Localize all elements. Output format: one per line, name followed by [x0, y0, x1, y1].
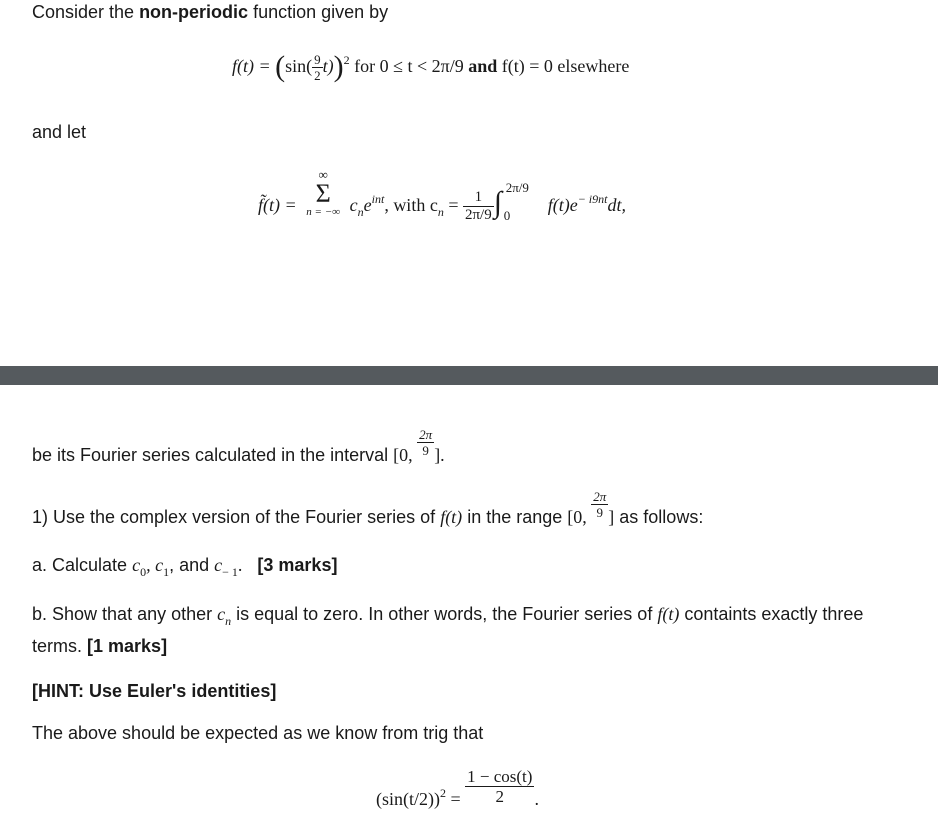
fourier-close: ].	[434, 445, 445, 466]
eq2-int-sign: ∫	[493, 185, 502, 219]
eq2-sum-upper: ∞	[318, 167, 328, 182]
q1-close: ]	[608, 507, 615, 528]
eq2-eq: =	[443, 194, 463, 215]
qb-prefix: b. Show that any other	[32, 604, 218, 624]
eq3-eq: =	[445, 788, 466, 809]
eq1-frac-den: 2	[314, 68, 321, 84]
eq2-int-lower: 0	[503, 207, 511, 223]
eq1-else: f(t) = 0 elsewhere	[497, 56, 630, 76]
eq3-num: 1 − cos(t)	[467, 767, 533, 786]
fourier-frac-num: 2π	[419, 427, 433, 442]
intro-line	[32, 2, 388, 23]
eq3-lhs: (sin(t/2))	[376, 788, 440, 809]
eq1-domain: for 0 ≤ t < 2π/9	[349, 56, 469, 76]
equation-fourier-series	[258, 168, 626, 238]
qa-prefix: a. Calculate	[32, 555, 133, 575]
question-b-line2	[32, 636, 167, 657]
eq2-lhs: f̃(t) =	[258, 194, 302, 215]
eq3-power: 2	[439, 785, 446, 800]
qa-c0-sub: 0	[140, 565, 147, 579]
qa-dot: .	[237, 555, 243, 575]
equation-definition	[232, 46, 629, 82]
qb-cn: c	[217, 604, 226, 624]
qb-mid: is equal to zero. In other words, the Fourier series of	[231, 604, 658, 624]
qa-c1: , c	[146, 555, 164, 575]
expected-text: The above should be expected as we know from trig that	[32, 723, 484, 743]
eq1-frac-num: 9	[314, 52, 321, 68]
eq2-fraction	[463, 190, 494, 223]
eq2-cn-sub: n	[357, 204, 364, 219]
eq2-sigma: Σ	[315, 179, 331, 208]
equation-trig-identity	[376, 768, 539, 816]
eq2-cn: c	[349, 194, 358, 215]
eq2-sum-lower: n = −∞	[306, 206, 340, 218]
eq2-e: e	[363, 194, 372, 215]
eq2-integrand-sup: − i9nt	[577, 191, 608, 206]
q1-fraction	[591, 490, 608, 519]
eq2-frac-num: 1	[463, 190, 494, 207]
q1-mid: in the range	[462, 507, 568, 528]
eq2-with-sub: n	[437, 204, 444, 219]
eq2-frac-den: 2π/9	[464, 207, 492, 223]
hint-text: [HINT: Use Euler's identities]	[32, 681, 277, 701]
fourier-interval-line	[32, 428, 445, 478]
q1-prefix: 1) Use the complex version of the Fourier series of	[32, 507, 441, 528]
qa-c0: c	[132, 555, 141, 575]
fourier-frac-den: 9	[422, 443, 429, 458]
q1-frac-den: 9	[596, 505, 604, 520]
q1-open: [0,	[567, 507, 592, 528]
qb-f: f(t)	[657, 604, 680, 624]
eq1-sin: sin(	[285, 56, 313, 76]
fourier-prefix: be its Fourier series calculated in the interval	[32, 445, 394, 466]
qb-marks: [1 marks]	[87, 636, 168, 656]
eq1-open-paren: (	[275, 50, 286, 83]
q1-frac-num: 2π	[593, 489, 607, 504]
qa-c1-sub: 1	[163, 565, 170, 579]
eq2-dt: dt,	[607, 194, 626, 215]
eq3-den: 2	[495, 787, 505, 806]
fourier-open: [0,	[393, 445, 418, 466]
question-a	[32, 555, 338, 579]
eq2-e-sup: int	[371, 191, 385, 206]
and-let-text: and let	[32, 122, 87, 142]
qa-cm1: c	[214, 555, 223, 575]
eq3-fraction	[465, 768, 534, 805]
eq1-lhs: f(t) =	[232, 56, 276, 76]
eq2-integral	[493, 179, 529, 223]
qa-marks: [3 marks]	[257, 555, 338, 575]
intro-suffix: function given by	[248, 2, 389, 22]
eq1-fraction	[312, 53, 323, 82]
qa-cm1-sub: − 1	[222, 565, 238, 579]
eq1-power: 2	[343, 53, 350, 67]
section-divider	[0, 366, 938, 385]
eq2-int-upper: 2π/9	[505, 179, 529, 195]
qb-cn-sub: n	[225, 614, 232, 628]
q1-f: f(t)	[440, 507, 463, 528]
q1-suffix: as follows:	[614, 507, 704, 528]
eq2-with: , with c	[384, 194, 438, 215]
qa-and: , and	[169, 555, 215, 575]
fourier-fraction	[417, 428, 434, 457]
eq1-and: and	[468, 56, 498, 76]
qb-line2: terms.	[32, 636, 88, 656]
question-b	[32, 604, 864, 628]
eq2-integrand: f(t)e	[547, 194, 578, 215]
eq2-body	[349, 179, 626, 223]
eq2-sum	[301, 168, 345, 218]
eq3-dot: .	[534, 788, 539, 809]
eq1-close-paren: )	[333, 50, 344, 83]
intro-bold: non-periodic	[139, 2, 249, 22]
intro-prefix: Consider the	[32, 2, 140, 22]
eq1-t: t)	[322, 56, 334, 76]
qb-suffix: containts exactly three	[679, 604, 864, 624]
question-1	[32, 490, 703, 540]
